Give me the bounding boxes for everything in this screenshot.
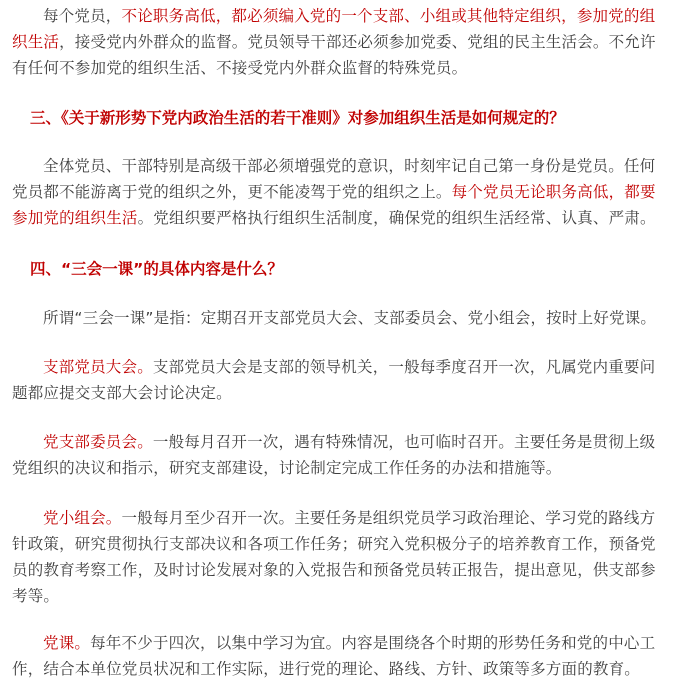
paragraph-branch-general-meeting: [12, 354, 664, 406]
term-description: 一般每月召开一次，遇有特殊情况，也可临时召开。主要任务是贯彻上级党组织的决议和指示，研究支部建设，讨论制定完成工作任务的办法和措施等。: [12, 433, 656, 477]
paragraph-tail-text: 。党组织要严格执行组织生活制度，确保党的组织生活经常、认真、严肃。: [137, 209, 656, 227]
term-label: 党小组会。: [43, 509, 122, 527]
highlighted-requirement-text: 不论职务高低，都必须编入党的一个支部、小组或其他特定组织，参加党的组织生活: [12, 7, 656, 51]
paragraph-party-lecture: [12, 630, 664, 682]
term-description: 每年不少于四次，以集中学习为宜。内容是围绕各个时期的形势任务和党的中心工作，结合本单位党员状况和工作实际，进行党的理论、路线、方针、政策等多方面的教育。: [12, 634, 656, 678]
paragraph-guidelines: [12, 153, 664, 231]
paragraph-lead-text: 每个党员，: [43, 7, 122, 25]
section-heading-3: 三、《关于新形势下党内政治生活的若干准则》对参加组织生活是如何规定的？: [30, 109, 565, 127]
paragraph-tail-text: ，接受党内外群众的监督。党员领导干部还必须参加党委、党组的民主生活会。不允许有任何不参加党的组织生活、不接受党内外群众监督的特殊党员。: [12, 33, 656, 77]
term-description: 一般每月至少召开一次。主要任务是组织党员学习政治理论、学习党的路线方针政策，研究贯彻执行支部决议和各项工作任务；研究入党积极分子的培养教育工作，预备党员的教育考察工作，及时讨论发展对象的入党报告和预备党员转正报告，提出意见，供支部参考等。: [12, 509, 656, 605]
term-description: 支部党员大会是支部的领导机关，一般每季度召开一次，凡属党内重要问题都应提交支部大会讨论决定。: [12, 358, 656, 402]
section-heading-4: 四、“三会一课”的具体内容是什么？: [30, 260, 283, 278]
paragraph-three-meetings-definition: 所谓“三会一课”是指：定期召开支部党员大会、支部委员会、党小组会，按时上好党课。: [43, 309, 657, 327]
paragraph-lead-text: 全体党员、干部特别是高级干部必须增强党的意识，时刻牢记自己第一身份是党员。任何党员都不能游离于党的组织之外，更不能凌驾于党的组织之上。: [12, 157, 656, 201]
term-label: 党课。: [43, 634, 91, 652]
paragraph-party-group-meeting: [12, 505, 664, 609]
term-label: 党支部委员会。: [43, 433, 153, 451]
paragraph-branch-committee: [12, 429, 664, 481]
highlighted-requirement-text: 每个党员无论职务高低，都要参加党的组织生活: [12, 183, 656, 227]
term-label: 支部党员大会。: [43, 358, 153, 376]
paragraph-membership-rule: [12, 3, 664, 81]
